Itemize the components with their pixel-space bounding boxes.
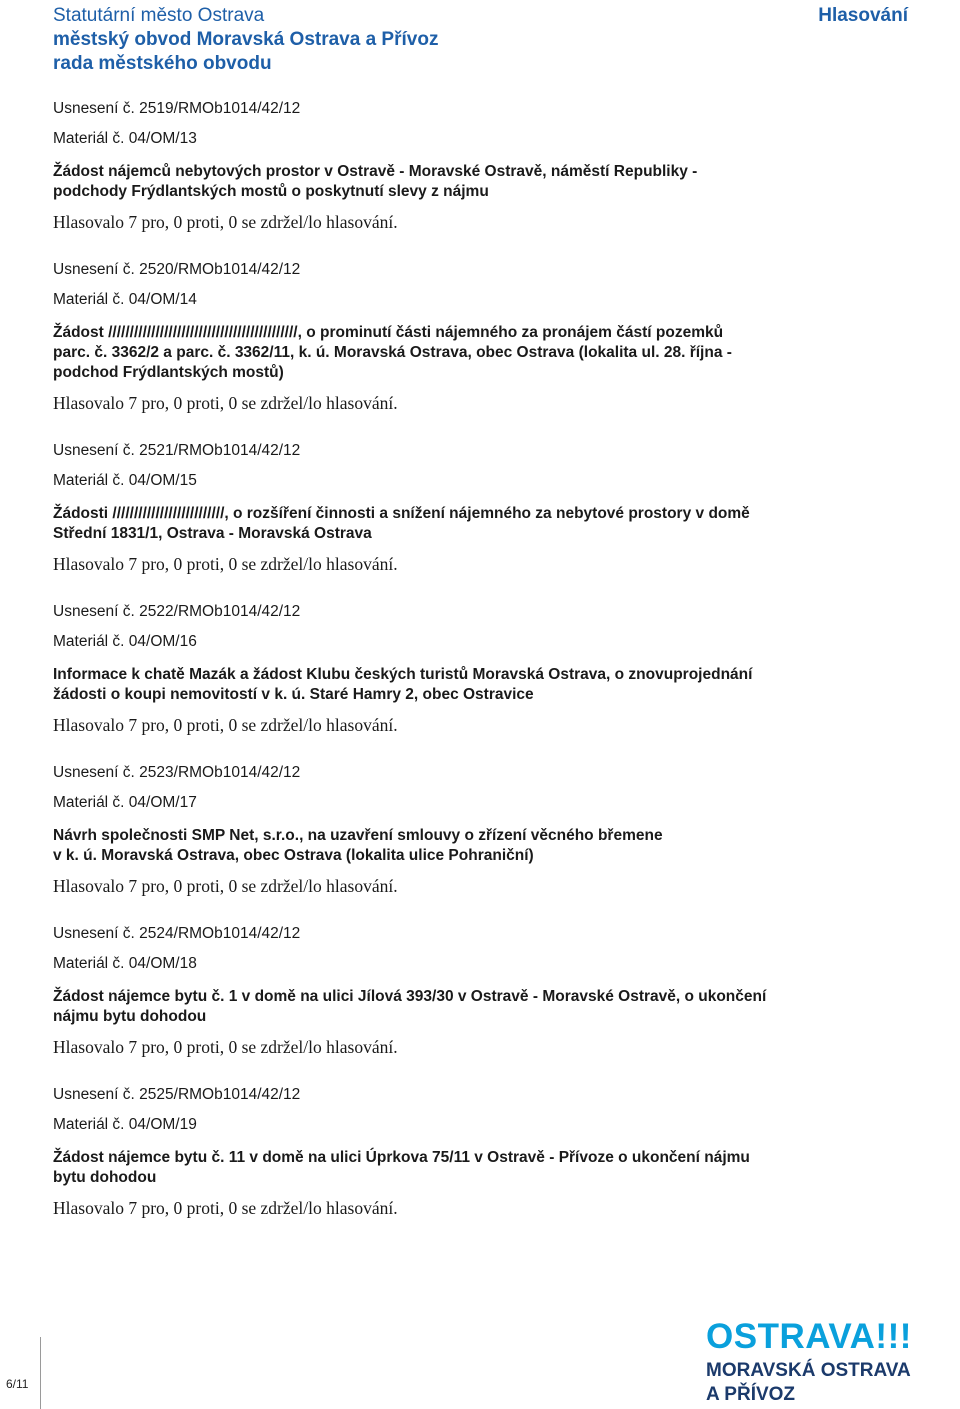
subject-line: Návrh společnosti SMP Net, s.r.o., na uzavření smlouvy o zřízení věcného břemene xyxy=(53,827,663,844)
resolution-subject xyxy=(53,323,913,383)
subject-line: Žádost nájemců nebytových prostor v Ostravě - Moravské Ostravě, náměstí Republiky - xyxy=(53,163,698,180)
vote-result: Hlasovalo 7 pro, 0 proti, 0 se zdržel/lo hlasování. xyxy=(53,554,398,574)
material-number: Materiál č. 04/OM/17 xyxy=(53,794,197,811)
resolution-subject xyxy=(53,826,913,866)
subject-line: bytu dohodou xyxy=(53,1169,157,1186)
vote-result: Hlasovalo 7 pro, 0 proti, 0 se zdržel/lo hlasování. xyxy=(53,1198,398,1218)
header-section-title: Hlasování xyxy=(818,5,908,26)
resolution-number: Usnesení č. 2520/RMOb1014/42/12 xyxy=(53,261,301,278)
material-number: Materiál č. 04/OM/19 xyxy=(53,1116,197,1133)
resolution-item xyxy=(53,924,913,1059)
resolution-subject xyxy=(53,1148,913,1188)
resolution-subject xyxy=(53,504,913,544)
resolution-item xyxy=(53,99,913,234)
resolutions-list xyxy=(53,99,913,1246)
subject-line: žádosti o koupi nemovitostí v k. ú. Staré Hamry 2, obec Ostravice xyxy=(53,686,534,703)
resolution-number: Usnesení č. 2522/RMOb1014/42/12 xyxy=(53,603,301,620)
subject-line: Střední 1831/1, Ostrava - Moravská Ostrava xyxy=(53,525,372,542)
resolution-subject xyxy=(53,162,913,202)
vote-result: Hlasovalo 7 pro, 0 proti, 0 se zdržel/lo hlasování. xyxy=(53,715,398,735)
subject-line: Žádost nájemce bytu č. 11 v domě na ulici Úprkova 75/11 v Ostravě - Přívoze o ukončení nájmu xyxy=(53,1149,750,1166)
subject-line: Žádost ////////////////////////////////////////////, o prominutí části nájemného za pronájem částí pozemků xyxy=(53,324,724,341)
material-number: Materiál č. 04/OM/18 xyxy=(53,955,197,972)
subject-line: podchody Frýdlantských mostů o poskytnutí slevy z nájmu xyxy=(53,183,489,200)
material-number: Materiál č. 04/OM/16 xyxy=(53,633,197,650)
resolution-item xyxy=(53,260,913,415)
vote-result: Hlasovalo 7 pro, 0 proti, 0 se zdržel/lo hlasování. xyxy=(53,1037,398,1057)
material-number: Materiál č. 04/OM/13 xyxy=(53,130,197,147)
subject-line: Informace k chatě Mazák a žádost Klubu českých turistů Moravská Ostrava, o znovuprojednání xyxy=(53,666,753,683)
subject-line: v k. ú. Moravská Ostrava, obec Ostrava (lokalita ulice Pohraniční) xyxy=(53,847,534,864)
vote-result: Hlasovalo 7 pro, 0 proti, 0 se zdržel/lo hlasování. xyxy=(53,212,398,232)
resolution-item xyxy=(53,602,913,737)
page-number: 6/11 xyxy=(6,1377,29,1391)
subject-line: parc. č. 3362/2 a parc. č. 3362/11, k. ú. Moravská Ostrava, obec Ostrava (lokalita ul. 28. října - xyxy=(53,344,732,361)
logo-district-line1: MORAVSKÁ OSTRAVA xyxy=(706,1360,911,1381)
resolution-item xyxy=(53,1085,913,1220)
resolution-number: Usnesení č. 2523/RMOb1014/42/12 xyxy=(53,764,301,781)
logo-wordmark: OSTRAVA!!! xyxy=(706,1317,912,1356)
header-district: městský obvod Moravská Ostrava a Přívoz xyxy=(53,29,439,50)
resolution-number: Usnesení č. 2521/RMOb1014/42/12 xyxy=(53,442,301,459)
resolution-item xyxy=(53,763,913,898)
resolution-number: Usnesení č. 2519/RMOb1014/42/12 xyxy=(53,100,301,117)
footer-divider xyxy=(40,1337,41,1409)
material-number: Materiál č. 04/OM/14 xyxy=(53,291,197,308)
page-header xyxy=(0,0,960,80)
resolution-item xyxy=(53,441,913,576)
logo-district-line2: A PŘÍVOZ xyxy=(706,1384,796,1405)
subject-line: Žádosti //////////////////////////, o rozšíření činnosti a snížení nájemného za nebytové prostory v domě xyxy=(53,505,750,522)
header-city: Statutární město Ostrava xyxy=(53,5,265,26)
vote-result: Hlasovalo 7 pro, 0 proti, 0 se zdržel/lo hlasování. xyxy=(53,876,398,896)
resolution-subject xyxy=(53,987,913,1027)
header-council: rada městského obvodu xyxy=(53,53,272,74)
material-number: Materiál č. 04/OM/15 xyxy=(53,472,197,489)
ostrava-logo xyxy=(706,1318,956,1408)
subject-line: Žádost nájemce bytu č. 1 v domě na ulici Jílová 393/30 v Ostravě - Moravské Ostravě, o ukončení xyxy=(53,988,767,1005)
resolution-number: Usnesení č. 2525/RMOb1014/42/12 xyxy=(53,1086,301,1103)
resolution-number: Usnesení č. 2524/RMOb1014/42/12 xyxy=(53,925,301,942)
vote-result: Hlasovalo 7 pro, 0 proti, 0 se zdržel/lo hlasování. xyxy=(53,393,398,413)
subject-line: podchod Frýdlantských mostů) xyxy=(53,364,284,381)
subject-line: nájmu bytu dohodou xyxy=(53,1008,207,1025)
resolution-subject xyxy=(53,665,913,705)
